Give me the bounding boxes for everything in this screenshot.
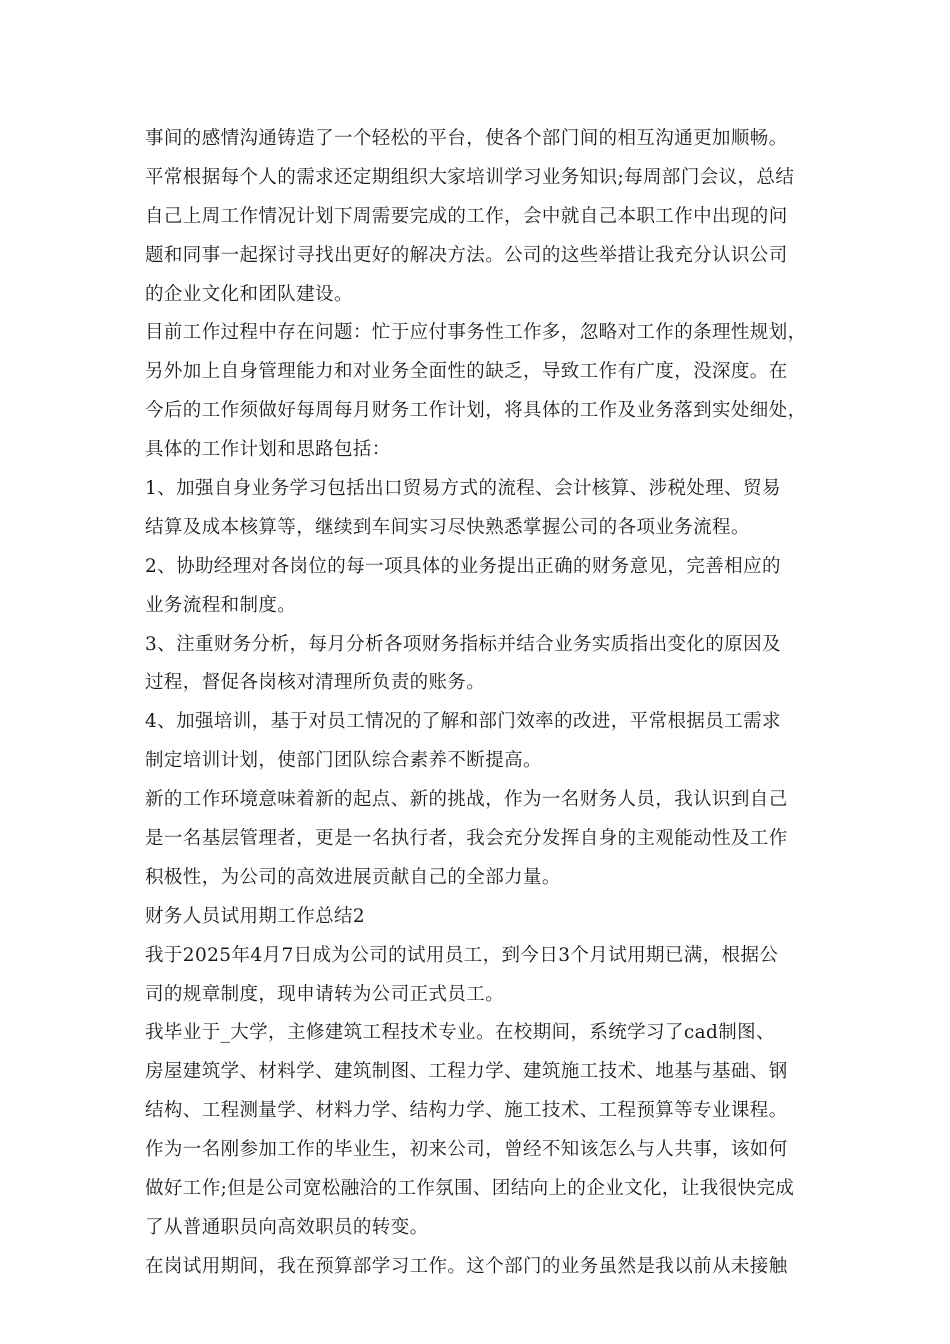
text-line: 3、注重财务分析，每月分析各项财务指标并结合业务实质指出变化的原因及 [145,633,781,655]
text-line: 积极性，为公司的高效进展贡献自己的全部力量。 [145,866,561,888]
text-line: 目前工作过程中存在问题：忙于应付事务性工作多，忽略对工作的条理性规划， [145,322,807,344]
text-line: 4、加强培训，基于对员工情况的了解和部门效率的改进，平常根据员工需求 [145,711,781,733]
text-line: 作为一名刚参加工作的毕业生，初来公司，曾经不知该怎么与人共事，该如何 [145,1139,788,1161]
text-line: 另外加上自身管理能力和对业务全面性的缺乏，导致工作有广度，没深度。在 [145,361,788,383]
text-line: 过程，督促各岗核对清理所负责的账务。 [145,672,486,694]
text-line: 在岗试用期间，我在预算部学习工作。这个部门的业务虽然是我以前从未接触 [145,1255,788,1277]
text-line: 事间的感情沟通铸造了一个轻松的平台，使各个部门间的相互沟通更加顺畅。 [145,128,788,149]
text-line: 我于2025年4月7日成为公司的试用员工，到今日3个月试用期已满，根据公 [145,944,779,966]
text-line: 房屋建筑学、材料学、建筑制图、工程力学、建筑施工技术、地基与基础、钢 [145,1061,788,1083]
text-line: 的企业文化和团队建设。 [145,283,353,305]
text-line: 具体的工作计划和思路包括： [145,439,391,461]
text-line: 结构、工程测量学、材料力学、结构力学、施工技术、工程预算等专业课程。 [145,1100,788,1122]
text-line: 做好工作;但是公司宽松融洽的工作氛围、团结向上的企业文化，让我很快完成 [145,1178,795,1200]
text-line: 题和同事一起探讨寻找出更好的解决方法。公司的这些举措让我充分认识公司 [145,244,788,266]
text-line: 新的工作环境意味着新的起点、新的挑战，作为一名财务人员，我认识到自己 [145,789,788,811]
text-line: 2、协助经理对各岗位的每一项具体的业务提出正确的财务意见，完善相应的 [145,555,781,577]
text-line: 司的规章制度，现申请转为公司正式员工。 [145,983,505,1005]
text-line: 我毕业于_大学，主修建筑工程技术专业。在校期间，系统学习了cad制图、 [145,1022,775,1044]
text-line: 了从普通职员向高效职员的转变。 [145,1216,429,1238]
text-line: 业务流程和制度。 [145,594,297,616]
text-line: 财务人员试用期工作总结2 [145,905,366,927]
text-line: 今后的工作须做好每周每月财务工作计划，将具体的工作及业务落到实处细处， [145,400,807,422]
body-text [145,120,825,1287]
text-line: 平常根据每个人的需求还定期组织大家培训学习业务知识;每周部门会议，总结 [145,166,795,188]
text-line: 1、加强自身业务学习包括出口贸易方式的流程、会计核算、涉税处理、贸易 [145,478,781,500]
text-line: 自己上周工作情况计划下周需要完成的工作，会中就自己本职工作中出现的问 [145,205,788,227]
text-line: 是一名基层管理者，更是一名执行者，我会充分发挥自身的主观能动性及工作 [145,828,788,850]
text-line: 结算及成本核算等，继续到车间实习尽快熟悉掌握公司的各项业务流程。 [145,516,750,538]
text-line: 制定培训计划，使部门团队综合素养不断提高。 [145,750,542,772]
